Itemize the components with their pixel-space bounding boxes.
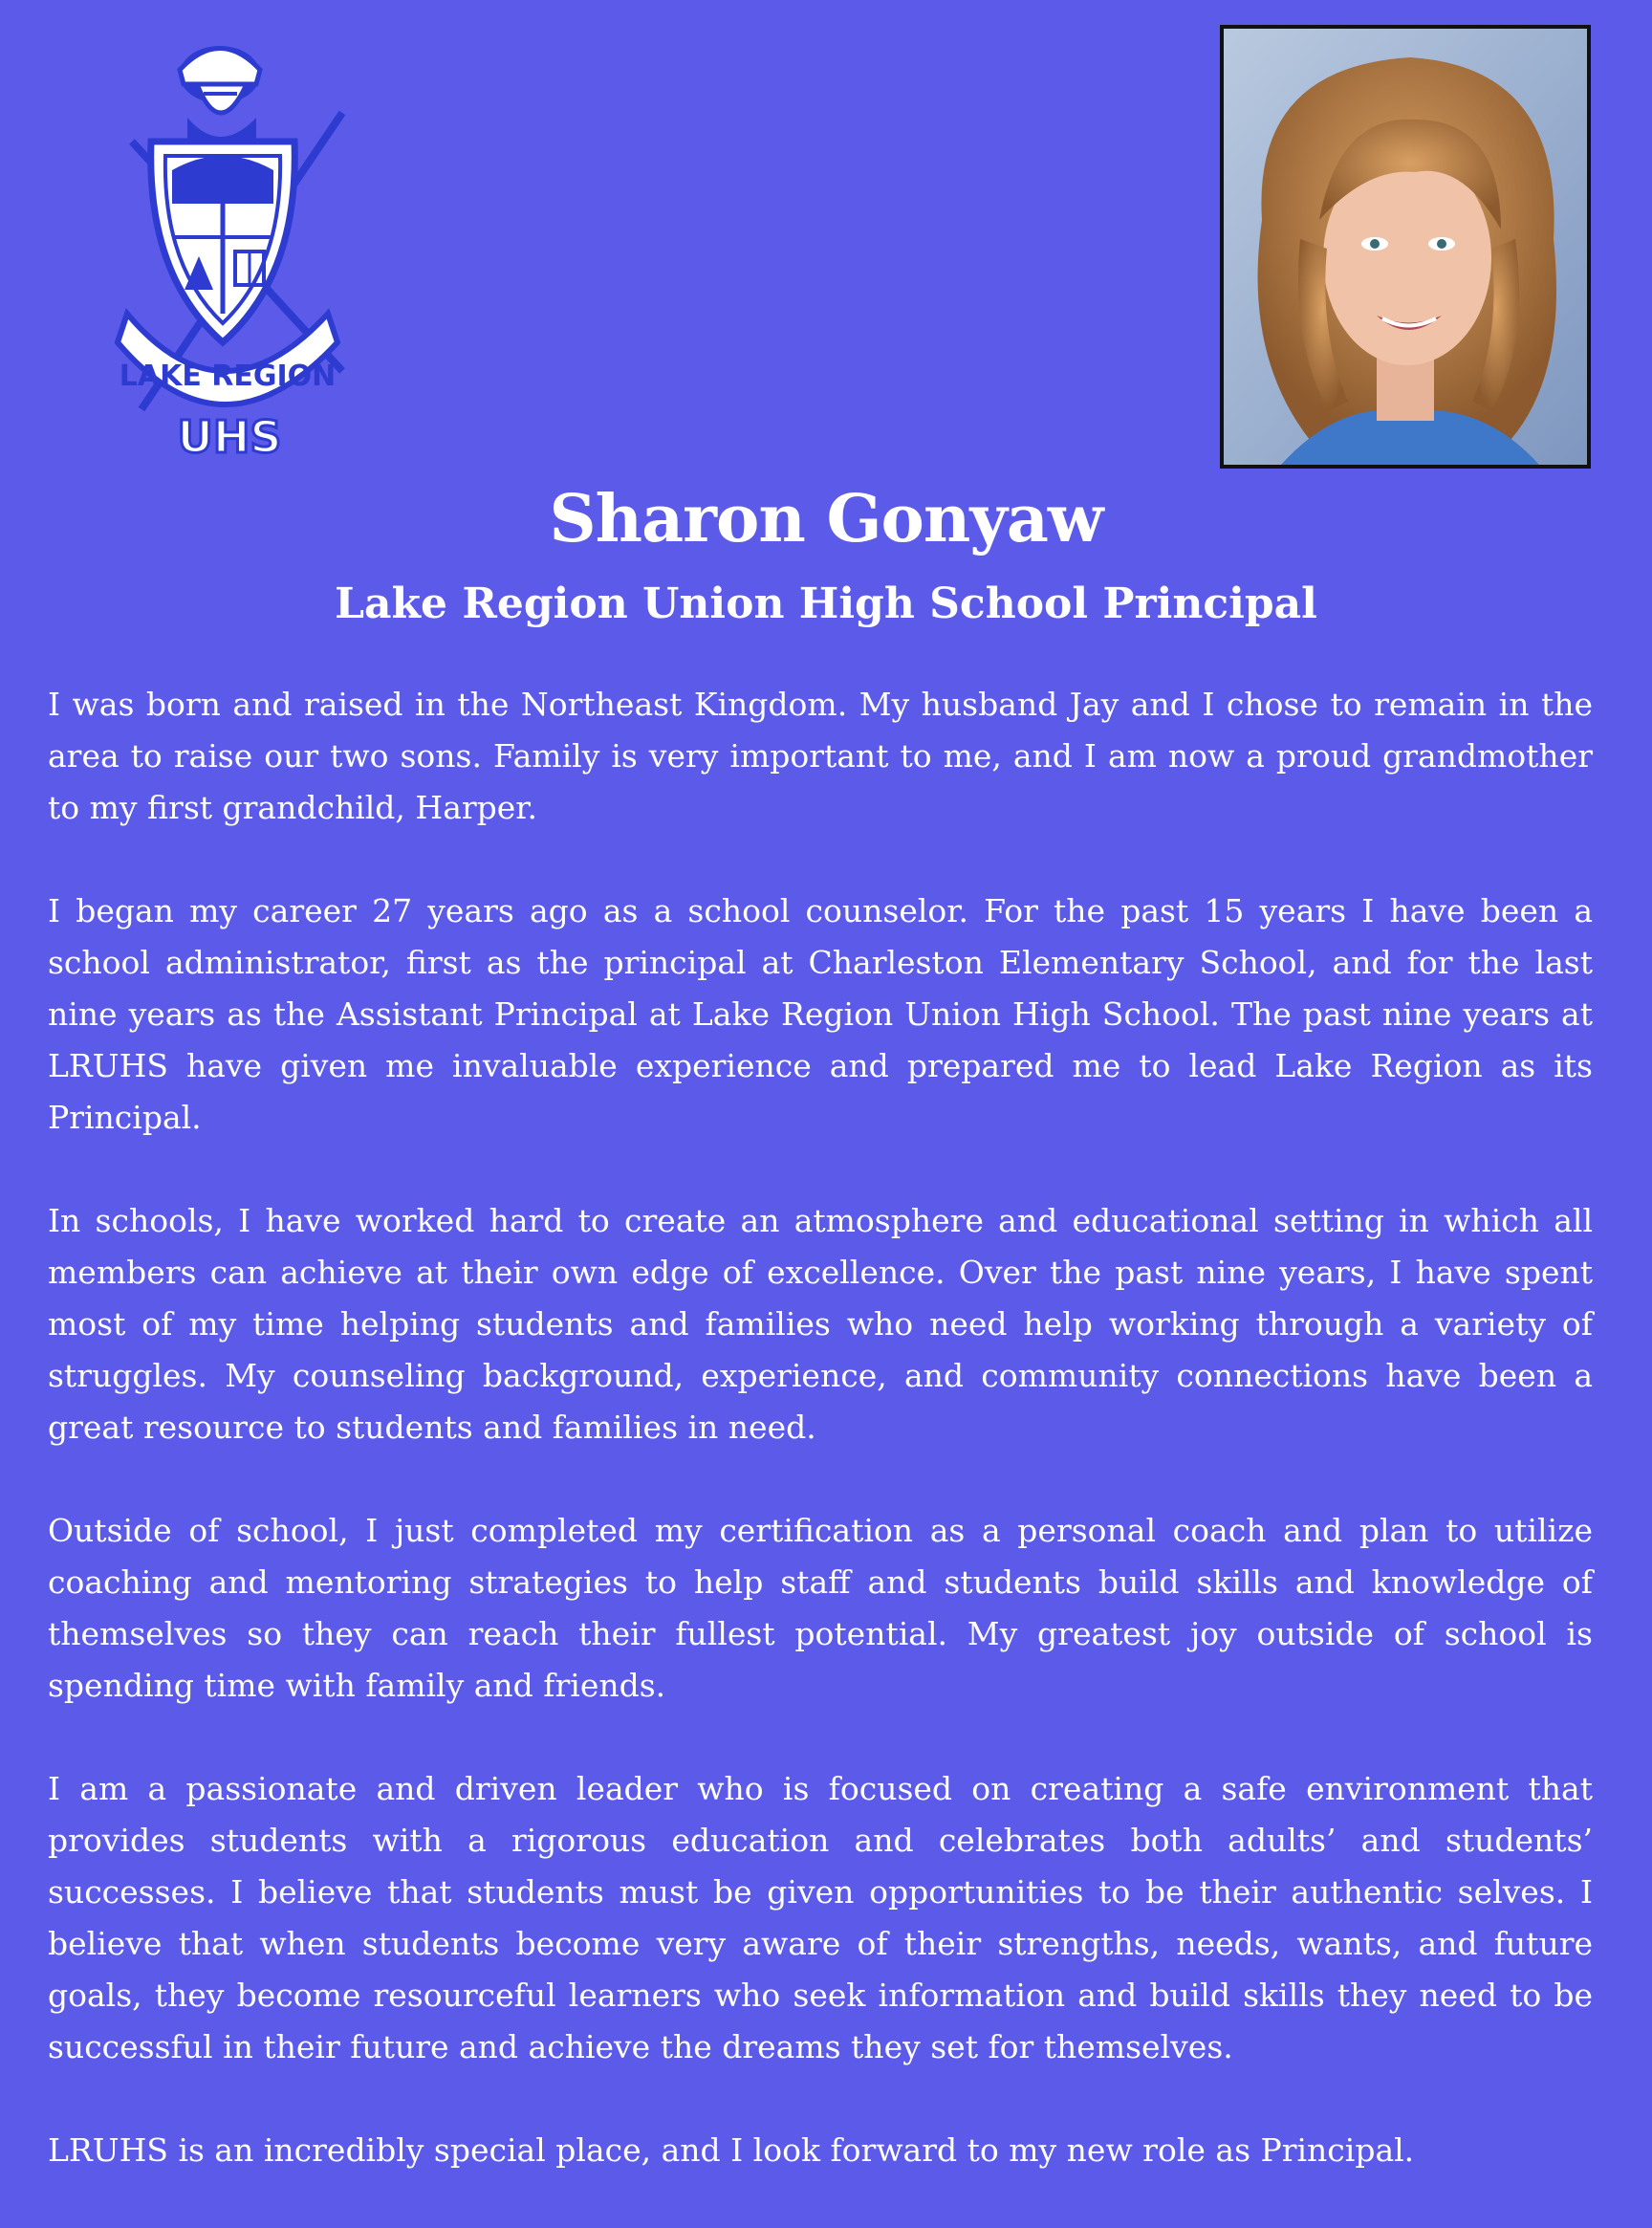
bio-paragraph: LRUHS is an incredibly special place, and I look forward to my new role as Principal. (48, 2131, 1415, 2169)
page-title: Sharon Gonyaw (549, 481, 1103, 557)
page-subtitle: Lake Region Union High School Principal (335, 579, 1317, 628)
bio-paragraph: Outside of school, I just completed my certification as a personal coach and plan to utilize coaching and mentoring strategies to help staff and students build skills and knowledge of themselves so they can reach their fullest potential. My greatest joy outside of school is spending time with family and friends. (48, 1512, 1593, 1704)
portrait-graphic (1224, 29, 1587, 465)
bio-paragraph: I was born and raised in the Northeast Kingdom. My husband Jay and I chose to remain in the area to raise our two sons. Family is very important to me, and I am now a proud grandmother to my first grandchild, Harper. (48, 686, 1593, 826)
crest-uhs-text: UHS (177, 411, 282, 463)
bio-paragraph: I began my career 27 years ago as a school counselor. For the past 15 years I have been a school administrator, first as the principal at Charleston Elementary School, and for the last nine years as the Assistant Principal at Lake Region Union High School. The past nine years at LRUHS have given me invaluable experience and prepared me to lead Lake Region as its Principal. (48, 892, 1593, 1136)
crest-banner-text: LAKE REGION (119, 360, 337, 393)
school-crest-icon (113, 27, 361, 476)
crest-graphic (113, 27, 361, 476)
bio-paragraph: I am a passionate and driven leader who is focused on creating a safe environment that provides students with a rigorous education and celebrates both adults’ and students’ successes. I believe that students must be given opportunities to be their authentic selves. I believe that when students become very aware of their strengths, needs, wants, and future goals, they become resourceful learners who seek information and build skills they need to be successful in their future and achieve the dreams they set for themselves. (48, 1770, 1593, 2065)
biography (48, 679, 1593, 2228)
bio-paragraph: In schools, I have worked hard to create an atmosphere and educational setting in which all members can achieve at their own edge of excellence. Over the past nine years, I have spent most of my time helping students and families who need help working through a variety of struggles. My counseling background, experience, and community connections have been a great resource to students and families in need. (48, 1202, 1593, 1446)
portrait-photo (1220, 25, 1591, 469)
